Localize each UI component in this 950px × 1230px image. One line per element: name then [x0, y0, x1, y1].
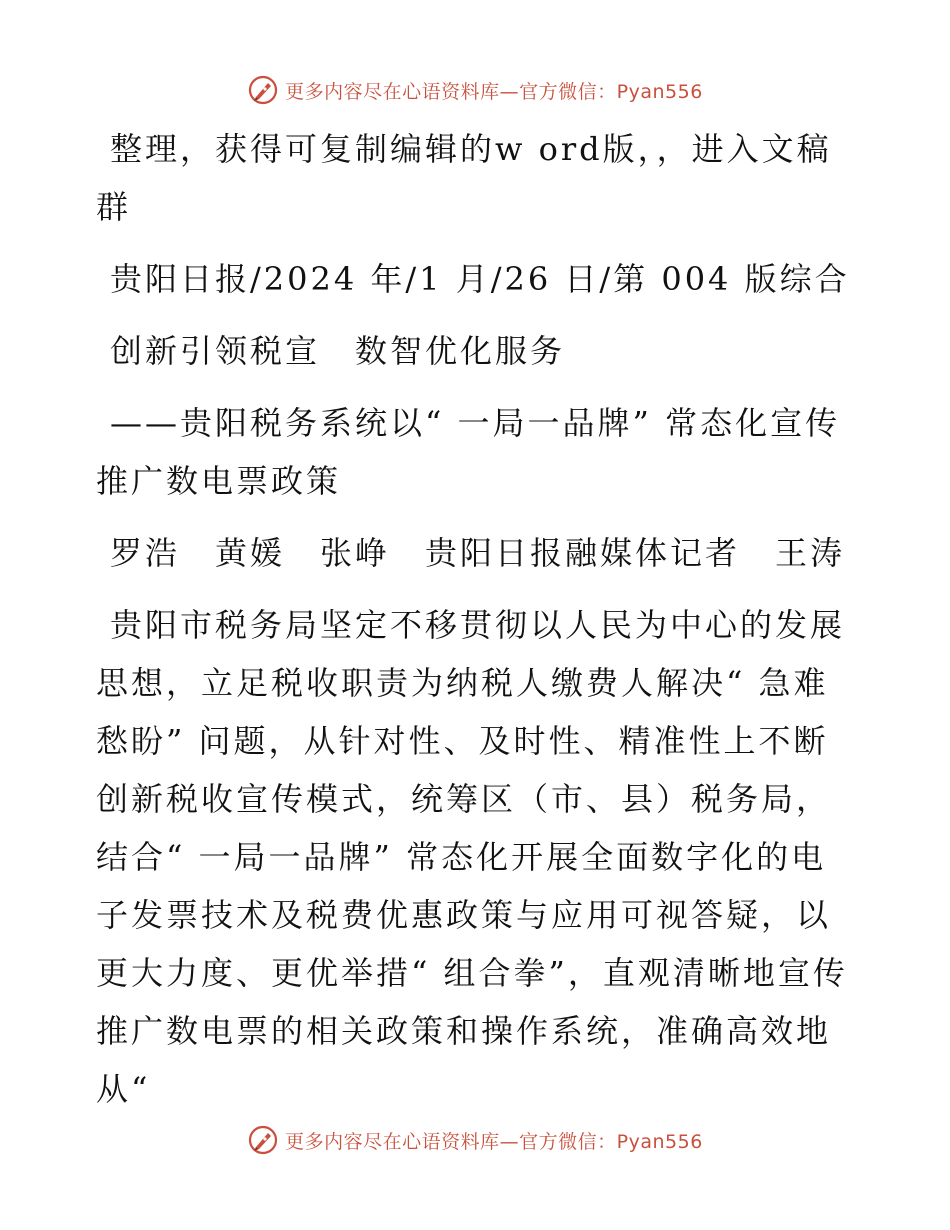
- source-line: 贵阳日报/2024 年/1 月/26 日/第 004 版综合: [110, 260, 850, 298]
- article-title: 创新引领税宣 数智优化服务: [110, 332, 566, 370]
- footer-watermark-banner: [0, 1120, 950, 1160]
- watermark-text: 更多内容尽在心语资料库—官方微信：Pyan556: [285, 1130, 703, 1153]
- document-body: [96, 120, 856, 1118]
- header-watermark-banner: [0, 70, 950, 110]
- article-subtitle: ——贵阳税务系统以“ 一局一品牌” 常态化宣传推广数电票政策: [96, 404, 841, 500]
- body-paragraph: 贵阳市税务局坚定不移贯彻以人民为中心的发展思想，立足税收职责为纳税人缴费人解决“ 急难愁盼” 问题，从针对性、及时性、精准性上不断创新税收宣传模式，统筹区（市、县）税务局，结合“ 一局一品牌” 常态化开展全面数字化的电子发票技术及税费优惠政策与应用可视答疑，以更大力度、更优举措“ 组合拳”，直观清晰地宣传推广数电票的相关政策和操作系统，准确高效地从“: [96, 606, 848, 1108]
- watermark-text: 更多内容尽在心语资料库—官方微信：Pyan556: [285, 80, 703, 103]
- pen-logo-icon: [247, 1124, 279, 1156]
- pen-logo-icon: [247, 74, 279, 106]
- intro-paragraph: 整理，获得可复制编辑的w ord版，，进入文稿群: [96, 130, 832, 226]
- author-line: 罗浩 黄媛 张峥 贵阳日报融媒体记者 王涛: [110, 534, 846, 572]
